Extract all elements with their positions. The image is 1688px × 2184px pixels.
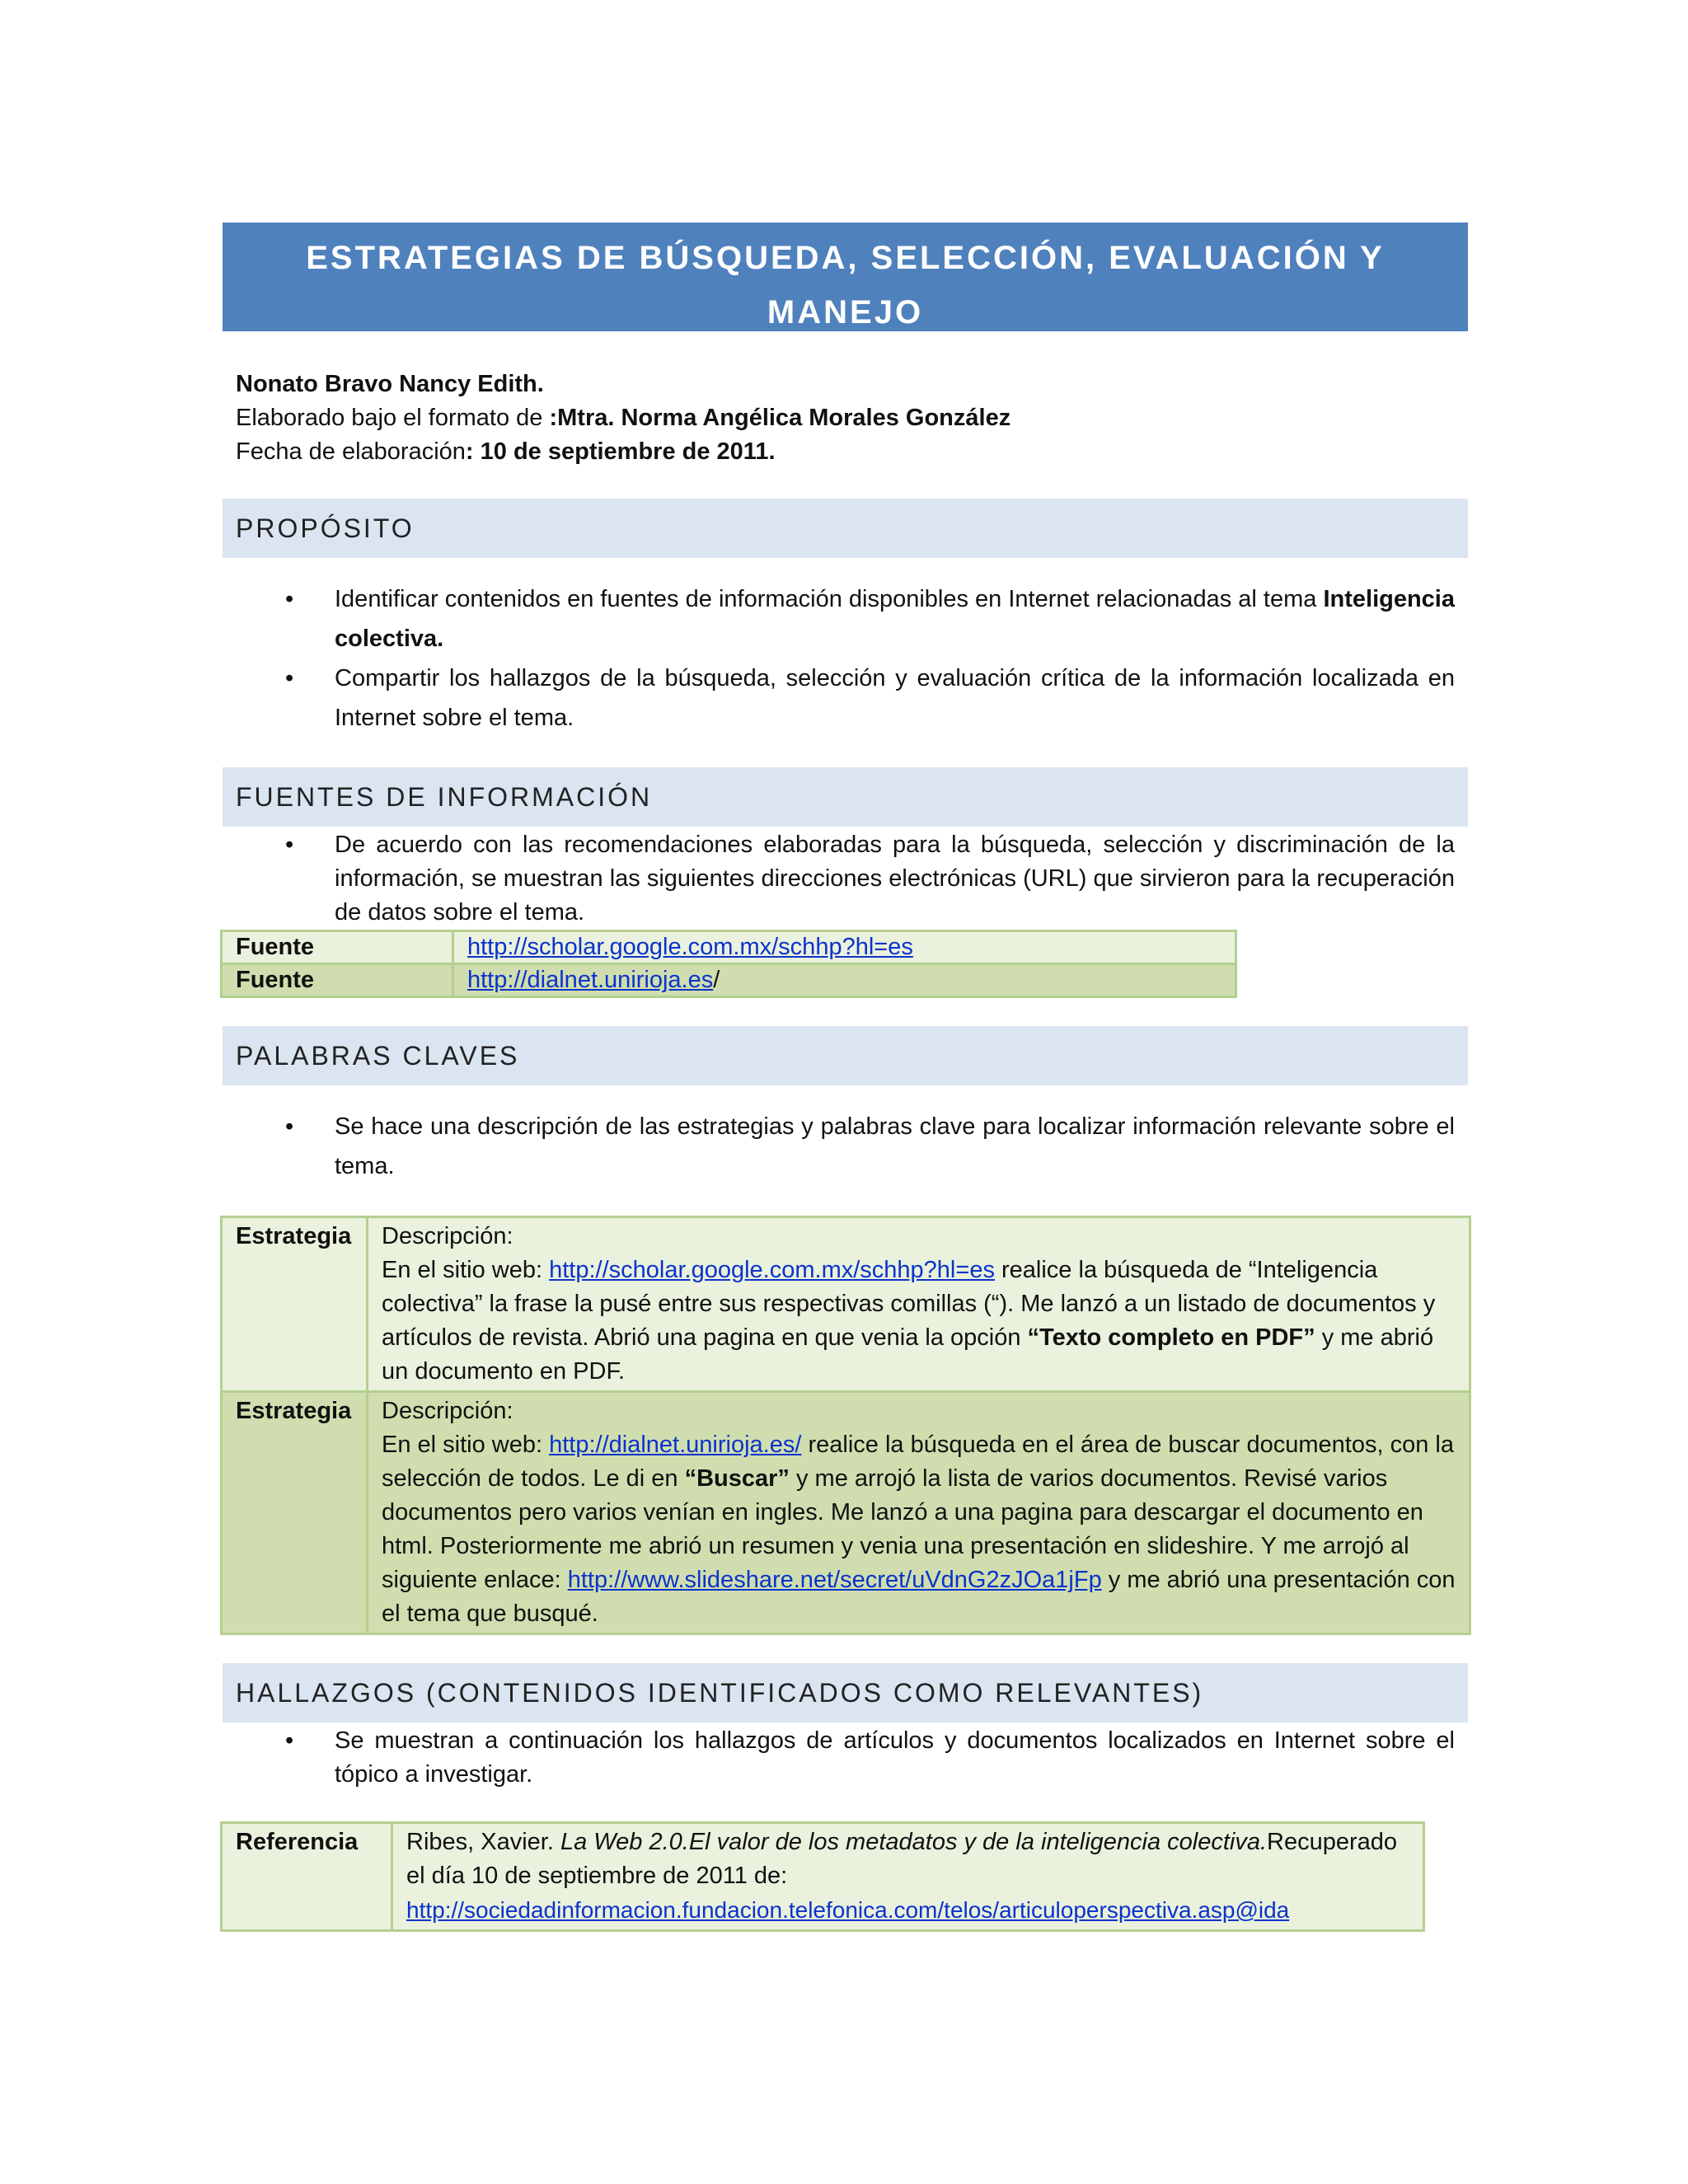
referencia-label: Referencia [222, 1823, 392, 1931]
hallazgos-bullet-text: Se muestran a continuación los hallazgos de artículos y documentos localizados en Internet sobre el tópico a investigar. [335, 1727, 1455, 1788]
fuente-label: Fuente [222, 931, 453, 964]
palabras-bullet-text: Se hace una descripción de las estrategias y palabras clave para localizar información relevante sobre el tema. [335, 1113, 1455, 1179]
fuentes-bullet-text: De acuerdo con las recomendaciones elaboradas para la búsqueda, selección y discriminación de la información, se muestran las siguientes direcciones electrónicas (URL) que sirvieron para la recuperación de datos sobre el tema. [335, 832, 1455, 926]
estrategia-description: Descripción: En el sitio web: http://dialnet.unirioja.es/ realice la búsqueda en el área de buscar documentos, con la selección de todos. Le di en “Buscar” y me arrojó la lista de varios documentos. Revisé varios documentos pero varios venían en ingles. Me lanzó a una pagina para descargar el documento en html. Posteriormente me abrió un resumen y venia una presentación en slideshire. Y me arrojó al siguiente enlace: http://www.slideshare.net/secret/uVdnG2zJOa1jFp y me abrió una presentación con el tema que busqué. [368, 1392, 1470, 1634]
list-item [223, 828, 1468, 930]
fuente-label: Fuente [222, 964, 453, 997]
estrategia-bold-text: “Buscar” [684, 1465, 790, 1492]
palabras-list [223, 1107, 1468, 1186]
proposito-item-1-bold: Inteligencia colectiva. [335, 586, 1455, 652]
list-item [223, 579, 1468, 658]
list-item [223, 1724, 1468, 1792]
bullet-icon: • [285, 832, 294, 858]
section-heading-fuentes: FUENTES DE INFORMACIÓN [223, 767, 1468, 827]
estrategias-table [220, 1216, 1471, 1635]
reference-retrieved: Recuperado el día 10 de septiembre de 2011 de: [406, 1829, 1398, 1889]
fuente-link[interactable]: http://scholar.google.com.mx/schhp?hl=es [467, 934, 913, 960]
fuente-link-suffix: / [713, 967, 720, 993]
table-row [222, 931, 1236, 964]
table-row [222, 1823, 1424, 1931]
description-label: Descripción: [382, 1223, 513, 1249]
author-name: Nonato Bravo Nancy Edith. [236, 371, 544, 397]
section-heading-hallazgos: HALLAZGOS (CONTENIDOS IDENTIFICADOS COMO RELEVANTES) [223, 1663, 1468, 1722]
fuente-link[interactable]: http://dialnet.unirioja.es [467, 967, 714, 993]
proposito-list [223, 579, 1468, 738]
slideshare-link[interactable]: http://www.slideshare.net/secret/uVdnG2zJOa1jFp [567, 1567, 1102, 1593]
title-line-1: ESTRATEGIAS DE BÚSQUEDA, SELECCIÓN, EVALUACIÓN Y MANEJO [306, 240, 1385, 330]
estrategia-description: Descripción: En el sitio web: http://scholar.google.com.mx/schhp?hl=es realice la búsqueda de “Inteligencia colectiva” la frase la pusé entre sus respectivas comillas (“). Me lanzó a un listado de documentos y artículos de revista. Abrió una pagina en que venia la opción “Texto completo en PDF” y me abrió un documento en PDF. [368, 1217, 1470, 1392]
document-page [223, 223, 1468, 1932]
bullet-icon: • [285, 1727, 294, 1754]
bullet-icon: • [285, 586, 294, 612]
table-row [222, 1217, 1470, 1392]
reference-link[interactable]: http://sociedadinformacion.fundacion.telefonica.com/telos/articuloperspectiva.asp@ida [406, 1897, 1290, 1923]
list-item [223, 1107, 1468, 1186]
estrategia-link[interactable]: http://dialnet.unirioja.es/ [549, 1432, 802, 1458]
date-prefix: Fecha de elaboración [236, 438, 466, 465]
fuentes-list [223, 828, 1468, 930]
date-value: : 10 de septiembre de 2011. [465, 438, 776, 465]
referencia-cell [392, 1823, 1424, 1931]
referencia-table [220, 1821, 1425, 1932]
table-row [222, 964, 1236, 997]
bullet-icon: • [285, 1113, 294, 1140]
estrategia-label: Estrategia [222, 1392, 368, 1634]
title-line-2: DE LA INFORMACIÓN EN INTERNET [523, 349, 1168, 385]
fuente-cell [453, 931, 1236, 964]
section-heading-proposito: PROPÓSITO [223, 499, 1468, 558]
format-name: :Mtra. Norma Angélica Morales González [549, 405, 1011, 431]
proposito-item-2-text: Compartir los hallazgos de la búsqueda, selección y evaluación crítica de la información localizada en Internet sobre el tema. [335, 665, 1455, 731]
fuente-cell [453, 964, 1236, 997]
proposito-item-1-text: Identificar contenidos en fuentes de información disponibles en Internet relacionadas al tema [335, 586, 1324, 612]
hallazgos-list [223, 1724, 1468, 1792]
table-row [222, 1392, 1470, 1634]
estrategia-label: Estrategia [222, 1217, 368, 1392]
fuentes-table [220, 930, 1237, 998]
description-label: Descripción: [382, 1398, 513, 1424]
list-item [223, 658, 1468, 738]
estrategia-link[interactable]: http://scholar.google.com.mx/schhp?hl=es [549, 1257, 995, 1283]
reference-title: La Web 2.0.El valor de los metadatos y de la inteligencia colectiva. [560, 1829, 1268, 1855]
bullet-icon: • [285, 665, 294, 691]
format-prefix: Elaborado bajo el formato de [236, 405, 550, 431]
reference-author: Ribes, Xavier. [406, 1829, 560, 1855]
estrategia-bold-text: “Texto completo en PDF” [1027, 1324, 1315, 1351]
section-heading-palabras: PALABRAS CLAVES [223, 1026, 1468, 1085]
